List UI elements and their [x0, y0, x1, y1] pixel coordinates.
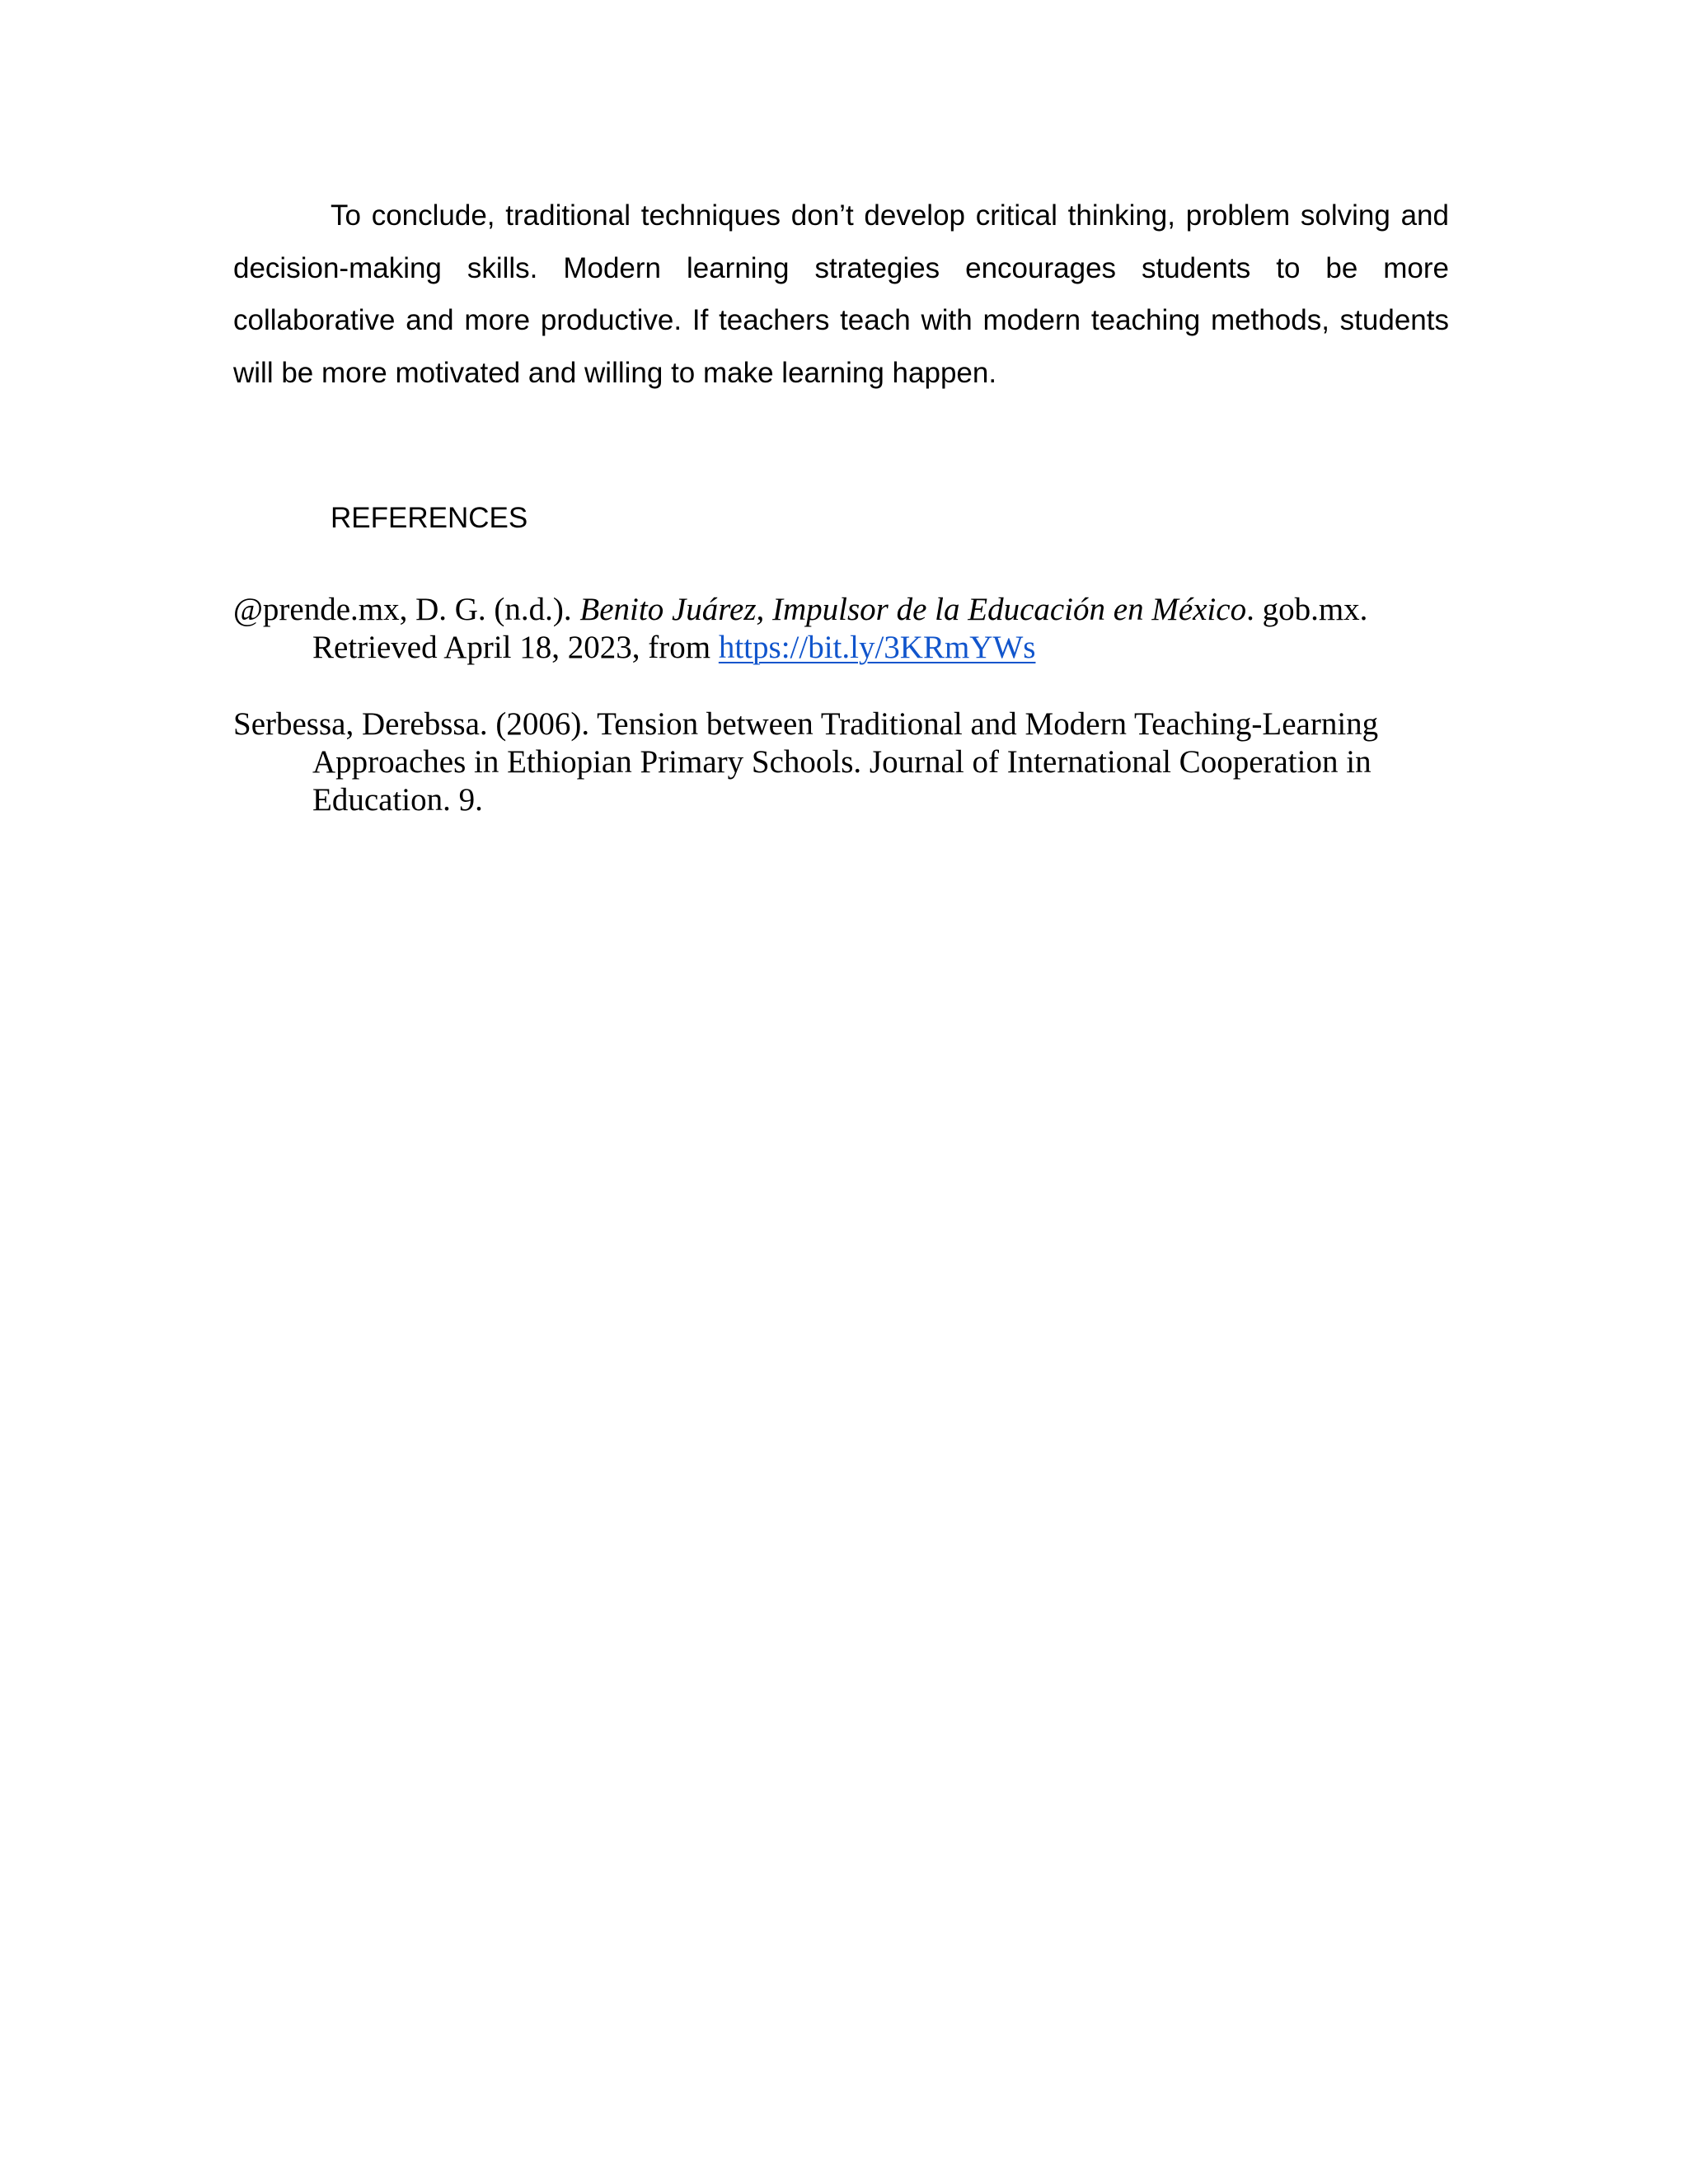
reference-entry-aprende	[233, 591, 1486, 667]
reference-title: Benito Juárez, Impulsor de la Educación en México	[579, 592, 1247, 627]
reference-source-retrieved: . gob.mx. Retrieved April 18, 2023, from	[312, 592, 1368, 665]
conclusion-paragraph: To conclude, traditional techniques don’t develop critical thinking, problem solving and decision-making skills. Modern learning strategies encourages students to be more collaborative and more productive. If teachers teach with modern teaching methods, students will be more motivated and willing to make learning happen.	[233, 199, 1449, 389]
references-heading: REFERENCES	[331, 502, 528, 534]
reference-authors-date: @prende.mx, D. G. (n.d.).	[233, 592, 580, 627]
reference-link[interactable]: https://bit.ly/3KRmYWs	[718, 630, 1036, 665]
reference-list	[233, 591, 1486, 858]
reference-entry-serbessa: Serbessa, Derebssa. (2006). Tension between Traditional and Modern Teaching-Learning Approaches in Ethiopian Primary Schools. Journal of International Cooperation in Education. 9.	[233, 706, 1379, 818]
